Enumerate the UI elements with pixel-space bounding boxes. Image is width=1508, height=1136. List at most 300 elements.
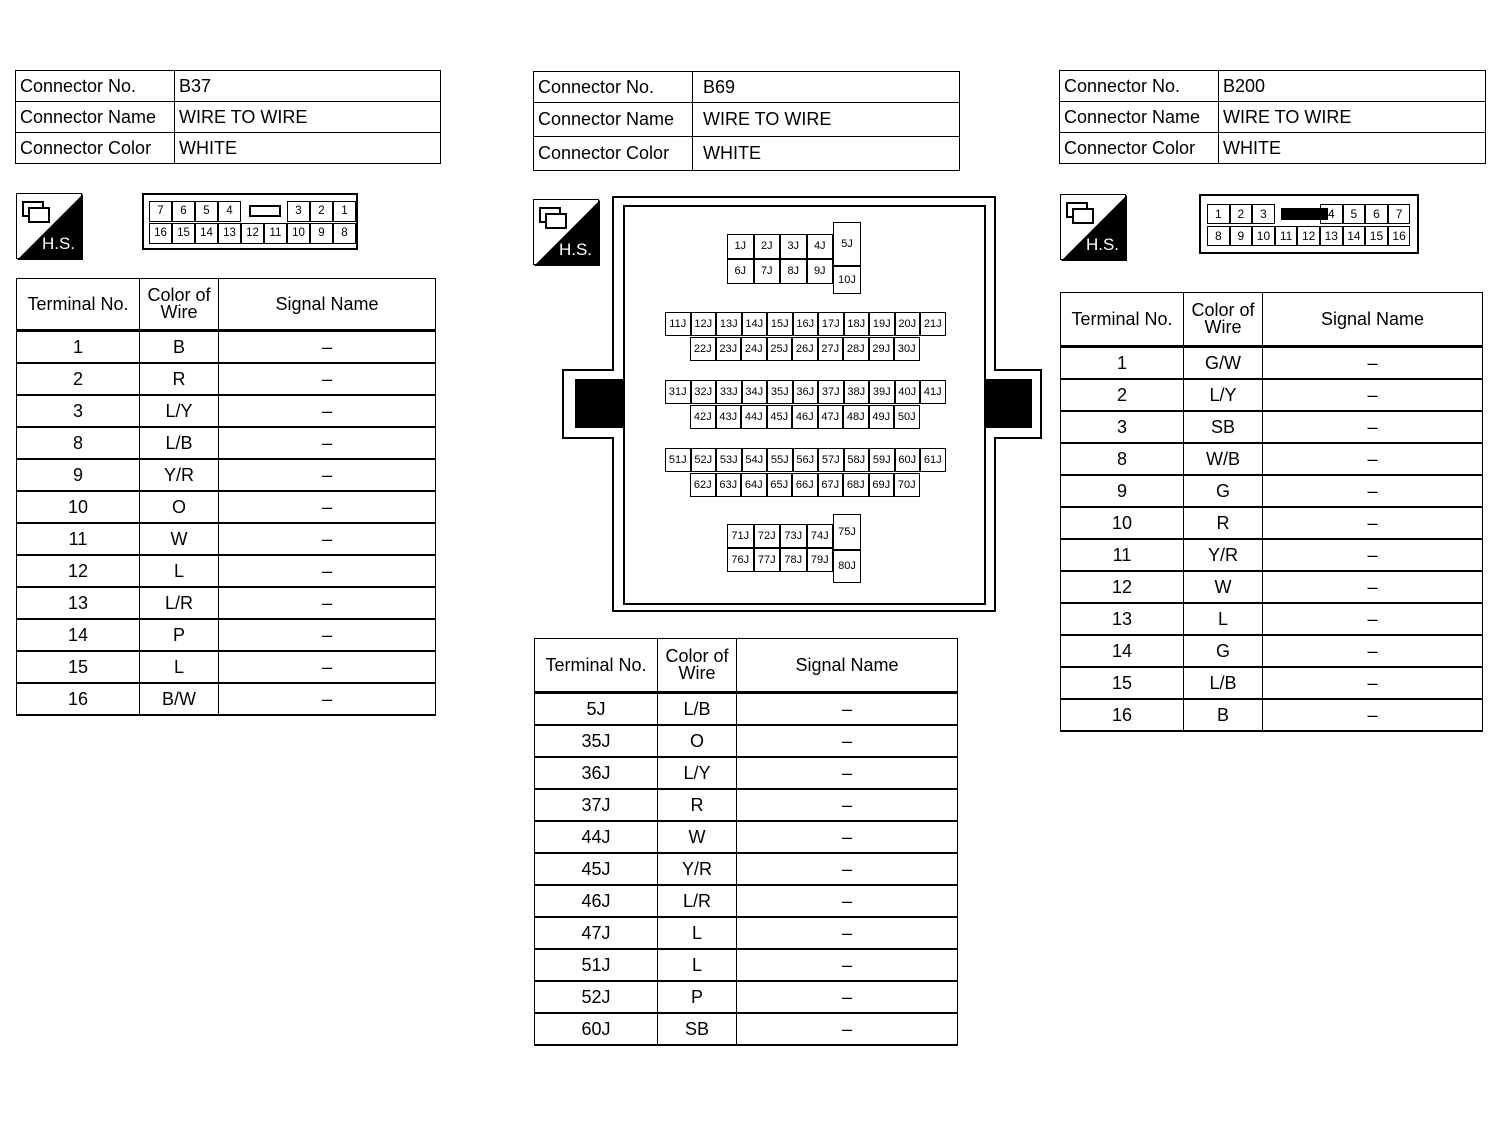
connector-pin: 50J [894,405,920,429]
table-row [17,491,436,523]
connector-pin: 59J [869,448,895,472]
terminal-no-cell: 46J [535,885,658,917]
signal-name-cell: – [219,587,436,619]
wire-color-cell: B [140,331,219,364]
wire-color-cell: G [1184,635,1263,667]
connector-pin: 11 [1275,226,1298,246]
header-color-line1: Color of [1191,300,1255,320]
table-row [17,395,436,427]
terminal-no-cell: 2 [17,363,140,395]
signal-name-cell: – [1263,667,1483,699]
connector-pin: 56J [793,448,819,472]
connector-pin: 4 [1320,204,1343,224]
wire-color-cell: L/R [140,587,219,619]
connector-pin: 72J [754,524,781,548]
connector-pin: 26J [792,337,818,361]
connector-pin: 35J [767,380,793,404]
connector-pin: 15 [172,223,195,244]
terminal-no-cell: 11 [1061,539,1184,571]
wire-color-cell: W [1184,571,1263,603]
connector-pin: 68J [843,473,869,497]
connector-pin: 73J [780,524,807,548]
connector-name-label: Connector Name [16,102,175,133]
connector-pin: 39J [869,380,895,404]
signal-name-cell: – [219,427,436,459]
connector-pin: 9 [310,223,333,244]
connector-pin: 9 [1230,226,1253,246]
table-row [17,587,436,619]
signal-name-cell: – [219,683,436,715]
terminal-no-cell: 12 [1061,571,1184,603]
table-row [535,981,958,1013]
terminal-no-cell: 44J [535,821,658,853]
connector-pin: 8 [1207,226,1230,246]
connector-pin: 14J [742,312,768,336]
connector-no-label: Connector No. [16,71,175,102]
signal-name-cell: – [1263,379,1483,411]
wire-color-cell: L/Y [140,395,219,427]
connector-pin: 29J [869,337,895,361]
signal-name-cell: – [219,651,436,683]
connector-pin: 54J [742,448,768,472]
connector-color-label: Connector Color [1060,133,1219,164]
connector-pin: 43J [716,405,742,429]
connector-pin: 14 [195,223,218,244]
header-signal-name: Signal Name [219,279,436,331]
header-color-of-wire [140,279,219,331]
connector-pin: 15 [1365,226,1388,246]
table-row [1061,635,1483,667]
header-terminal-no: Terminal No. [535,639,658,693]
wire-color-cell: P [658,981,737,1013]
wire-color-cell: L/Y [658,757,737,789]
wire-color-cell: B/W [140,683,219,715]
connector-pin: 37J [818,380,844,404]
connector-pin: 11J [665,312,691,336]
connector-pin: 61J [920,448,946,472]
connector-no-value: B69 [693,72,960,103]
connector-pin: 22J [690,337,716,361]
connector-pin: 44J [741,405,767,429]
terminal-no-cell: 37J [535,789,658,821]
wire-color-cell: L [140,651,219,683]
connector-pin: 58J [844,448,870,472]
signal-name-cell: – [1263,347,1483,380]
header-color-line1: Color of [147,285,211,305]
connector-pin: 79J [807,548,834,572]
signal-name-cell: – [737,853,958,885]
terminal-table-b37 [16,278,436,716]
connector-pin: 49J [869,405,895,429]
table-row [1061,603,1483,635]
table-row [1061,475,1483,507]
terminal-no-cell: 13 [1061,603,1184,635]
connector-pin: 20J [895,312,921,336]
connector-pin: 19J [869,312,895,336]
wire-color-cell: O [140,491,219,523]
terminal-no-cell: 51J [535,949,658,981]
wire-color-cell: L [658,949,737,981]
signal-name-cell: – [737,885,958,917]
connector-pin: 33J [716,380,742,404]
connector-pin: 2 [310,201,333,222]
harness-side-icon [16,193,82,259]
table-row [1061,411,1483,443]
header-terminal-no: Terminal No. [1061,293,1184,347]
connector-pin: 23J [716,337,742,361]
wire-color-cell: W/B [1184,443,1263,475]
connector-pin: 5J [833,222,861,266]
connector-pin: 53J [716,448,742,472]
harness-side-label: H.S. [1085,235,1119,254]
connector-pin: 7J [754,259,781,284]
signal-name-cell: – [219,331,436,364]
connector-pin: 75J [833,514,861,550]
connector-pin: 1J [727,234,754,259]
signal-name-cell: – [1263,603,1483,635]
terminal-no-cell: 14 [17,619,140,651]
signal-name-cell: – [737,693,958,726]
header-color-line2: Wire [160,302,198,322]
table-row [535,725,958,757]
table-row [1061,699,1483,731]
table-row [17,459,436,491]
connector-color-value: WHITE [175,133,441,164]
terminal-no-cell: 3 [1061,411,1184,443]
connector-key [249,205,281,217]
connector-pin: 4 [218,201,241,222]
connector-pin: 17J [818,312,844,336]
connector-key [1281,208,1328,220]
terminal-no-cell: 8 [1061,443,1184,475]
terminal-no-cell: 5J [535,693,658,726]
connector-info-b69 [533,71,960,171]
connector-pin: 69J [869,473,895,497]
connector-pin: 36J [793,380,819,404]
header-color-of-wire [1184,293,1263,347]
terminal-no-cell: 14 [1061,635,1184,667]
table-row [535,757,958,789]
connector-pin: 1 [1207,204,1230,224]
signal-name-cell: – [737,757,958,789]
connector-pin: 74J [807,524,834,548]
wire-color-cell: W [140,523,219,555]
connector-pin: 77J [754,548,781,572]
connector-pin: 47J [818,405,844,429]
terminal-no-cell: 16 [1061,699,1184,731]
connector-pin: 16J [793,312,819,336]
connector-pin: 27J [818,337,844,361]
table-row [1061,379,1483,411]
signal-name-cell: – [1263,539,1483,571]
table-row [17,555,436,587]
terminal-no-cell: 12 [17,555,140,587]
terminal-no-cell: 10 [17,491,140,523]
table-row [1061,571,1483,603]
connector-pin: 7 [1388,204,1411,224]
terminal-no-cell: 2 [1061,379,1184,411]
connector-pin: 31J [665,380,691,404]
header-color-line1: Color of [665,646,729,666]
signal-name-cell: – [737,725,958,757]
table-row [17,331,436,364]
connector-pin: 64J [741,473,767,497]
connector-pin: 3J [780,234,807,259]
connector-face-b37 [142,193,358,250]
signal-name-cell: – [737,981,958,1013]
connector-pin: 7 [149,201,172,222]
wire-color-cell: L/B [140,427,219,459]
table-row [17,651,436,683]
table-row [535,789,958,821]
connector-pin: 9J [807,259,834,284]
signal-name-cell: – [737,1013,958,1045]
signal-name-cell: – [1263,507,1483,539]
signal-name-cell: – [219,523,436,555]
connector-pin: 28J [843,337,869,361]
terminal-no-cell: 1 [1061,347,1184,380]
signal-name-cell: – [219,395,436,427]
connector-pin: 3 [287,201,310,222]
signal-name-cell: – [219,555,436,587]
header-color-line2: Wire [678,663,716,683]
wire-color-cell: L/Y [1184,379,1263,411]
table-row [535,885,958,917]
connector-pin: 3 [1252,204,1275,224]
terminal-no-cell: 60J [535,1013,658,1045]
connector-name-label: Connector Name [1060,102,1219,133]
terminal-no-cell: 3 [17,395,140,427]
wire-color-cell: B [1184,699,1263,731]
table-row [1061,443,1483,475]
connector-pin: 10 [1252,226,1275,246]
connector-pin: 5 [195,201,218,222]
wire-color-cell: W [658,821,737,853]
connector-pin: 25J [767,337,793,361]
connector-pin: 32J [691,380,717,404]
table-row [535,821,958,853]
connector-pin: 12 [241,223,264,244]
table-row [17,427,436,459]
connector-pin: 13J [716,312,742,336]
terminal-no-cell: 15 [17,651,140,683]
table-row [1061,539,1483,571]
header-signal-name: Signal Name [1263,293,1483,347]
connector-pin: 21J [920,312,946,336]
connector-name-value: WIRE TO WIRE [175,102,441,133]
connector-pin: 4J [807,234,834,259]
signal-name-cell: – [737,917,958,949]
terminal-table-b69 [534,638,958,1046]
connector-pin: 24J [741,337,767,361]
wire-color-cell: L [140,555,219,587]
header-terminal-no: Terminal No. [17,279,140,331]
connector-color-label: Connector Color [534,137,693,171]
connector-color-label: Connector Color [16,133,175,164]
connector-pin: 12J [691,312,717,336]
table-row [1061,667,1483,699]
connector-color-value: WHITE [693,137,960,171]
connector-pin: 6J [727,259,754,284]
header-signal-name: Signal Name [737,639,958,693]
signal-name-cell: – [219,459,436,491]
terminal-no-cell: 36J [535,757,658,789]
connector-pin: 41J [920,380,946,404]
connector-pin: 38J [844,380,870,404]
wire-color-cell: R [658,789,737,821]
signal-name-cell: – [1263,699,1483,731]
wire-color-cell: L [1184,603,1263,635]
signal-name-cell: – [1263,635,1483,667]
table-row [535,1013,958,1045]
header-color-of-wire [658,639,737,693]
terminal-no-cell: 10 [1061,507,1184,539]
harness-side-icon [1060,194,1126,260]
wire-color-cell: SB [1184,411,1263,443]
connector-pin: 55J [767,448,793,472]
connector-pin: 60J [895,448,921,472]
table-row [535,917,958,949]
table-row [1061,347,1483,380]
wire-color-cell: R [140,363,219,395]
connector-pin: 2J [754,234,781,259]
connector-pin: 16 [149,223,172,244]
connector-name-value: WIRE TO WIRE [693,103,960,137]
connector-name-value: WIRE TO WIRE [1219,102,1486,133]
connector-pin: 10 [287,223,310,244]
connector-no-label: Connector No. [534,72,693,103]
wire-color-cell: Y/R [1184,539,1263,571]
connector-pin: 6 [172,201,195,222]
terminal-no-cell: 11 [17,523,140,555]
wire-color-cell: G/W [1184,347,1263,380]
connector-pin: 12 [1297,226,1320,246]
connector-pin: 65J [767,473,793,497]
connector-name-label: Connector Name [534,103,693,137]
signal-name-cell: – [1263,411,1483,443]
table-row [535,853,958,885]
connector-pin: 45J [767,405,793,429]
connector-pin: 46J [792,405,818,429]
connector-no-value: B200 [1219,71,1486,102]
signal-name-cell: – [219,491,436,523]
connector-pin: 62J [690,473,716,497]
connector-pin: 13 [1320,226,1343,246]
wire-color-cell: P [140,619,219,651]
connector-no-label: Connector No. [1060,71,1219,102]
connector-pin: 8J [780,259,807,284]
table-row [1061,507,1483,539]
connector-pin: 14 [1343,226,1366,246]
signal-name-cell: – [1263,443,1483,475]
connector-pin: 51J [665,448,691,472]
connector-pin: 16 [1388,226,1411,246]
wire-color-cell: Y/R [140,459,219,491]
table-row [17,523,436,555]
signal-name-cell: – [1263,571,1483,603]
header-color-line2: Wire [1204,317,1242,337]
connector-pin: 34J [742,380,768,404]
wire-color-cell: L/B [658,693,737,726]
connector-info-b200 [1059,70,1486,164]
harness-side-label: H.S. [558,240,592,259]
connector-face-b200 [1199,194,1419,254]
connector-color-value: WHITE [1219,133,1486,164]
connector-pin: 2 [1230,204,1253,224]
signal-name-cell: – [219,363,436,395]
connector-pin: 40J [895,380,921,404]
terminal-table-b200 [1060,292,1483,732]
connector-pin: 5 [1343,204,1366,224]
connector-no-value: B37 [175,71,441,102]
signal-name-cell: – [219,619,436,651]
terminal-no-cell: 45J [535,853,658,885]
signal-name-cell: – [737,949,958,981]
connector-pin: 48J [843,405,869,429]
wire-color-cell: Y/R [658,853,737,885]
connector-pin: 63J [716,473,742,497]
connector-pin: 10J [833,266,861,294]
connector-pin: 8 [333,223,356,244]
harness-side-label: H.S. [41,234,75,253]
signal-name-cell: – [737,789,958,821]
connector-pin: 71J [727,524,754,548]
wire-color-cell: R [1184,507,1263,539]
connector-pin: 30J [894,337,920,361]
terminal-no-cell: 8 [17,427,140,459]
wire-color-cell: SB [658,1013,737,1045]
connector-pin: 70J [894,473,920,497]
connector-pin: 78J [780,548,807,572]
table-row [17,683,436,715]
connector-pin: 13 [218,223,241,244]
connector-pin: 52J [691,448,717,472]
terminal-no-cell: 35J [535,725,658,757]
terminal-no-cell: 47J [535,917,658,949]
connector-pin: 67J [818,473,844,497]
terminal-no-cell: 13 [17,587,140,619]
connector-pin: 66J [792,473,818,497]
connector-pin: 42J [690,405,716,429]
wire-color-cell: O [658,725,737,757]
connector-pin: 6 [1365,204,1388,224]
table-row [17,619,436,651]
connector-pin: 57J [818,448,844,472]
terminal-no-cell: 9 [17,459,140,491]
wire-color-cell: G [1184,475,1263,507]
connector-info-b37 [15,70,441,164]
connector-pin: 80J [833,550,861,583]
terminal-no-cell: 9 [1061,475,1184,507]
table-row [535,693,958,726]
wire-color-cell: L [658,917,737,949]
terminal-no-cell: 1 [17,331,140,364]
terminal-no-cell: 52J [535,981,658,1013]
table-row [535,949,958,981]
terminal-no-cell: 15 [1061,667,1184,699]
table-row [17,363,436,395]
signal-name-cell: – [737,821,958,853]
wire-color-cell: L/R [658,885,737,917]
connector-pin: 1 [333,201,356,222]
connector-pin: 15J [767,312,793,336]
signal-name-cell: – [1263,475,1483,507]
connector-pin: 11 [264,223,287,244]
connector-pin: 76J [727,548,754,572]
connector-pin: 18J [844,312,870,336]
wire-color-cell: L/B [1184,667,1263,699]
terminal-no-cell: 16 [17,683,140,715]
